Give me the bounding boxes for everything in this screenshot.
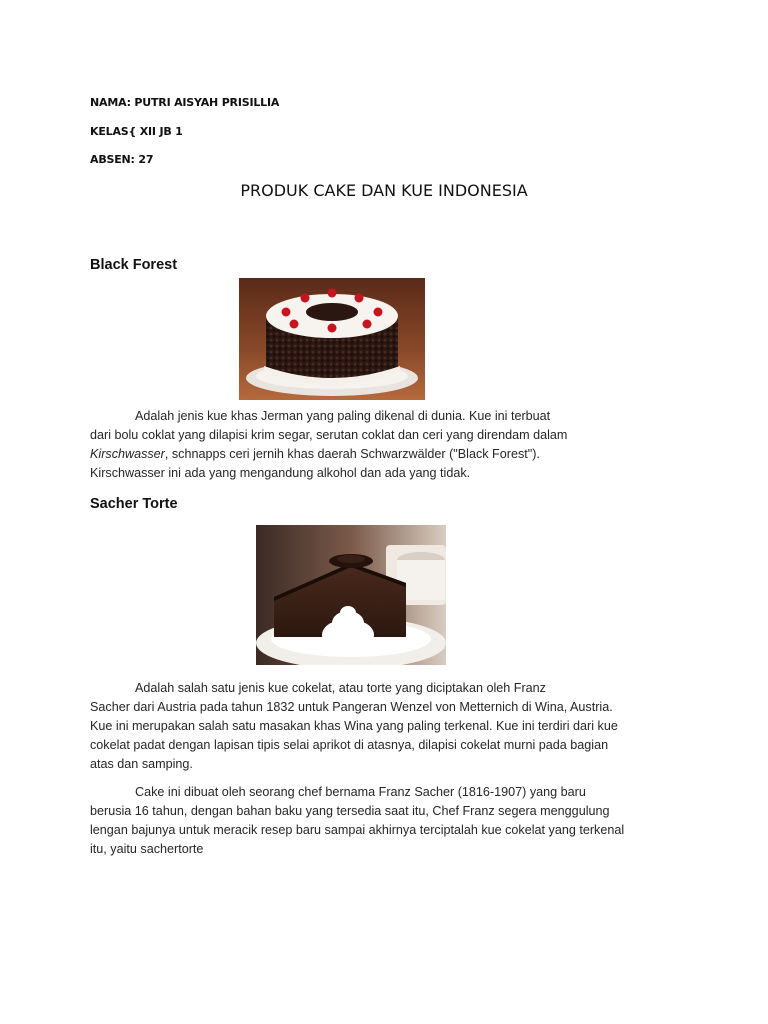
heading-sacher-torte: Sacher Torte xyxy=(90,496,178,512)
document-title: PRODUK CAKE DAN KUE INDONESIA xyxy=(240,181,528,200)
text-line: Kirschwasser ini ada yang mengandung alkohol dan ada yang tidak. xyxy=(90,466,471,480)
text-line: Adalah jenis kue khas Jerman yang paling dikenal di dunia. Kue ini terbuat xyxy=(135,409,551,423)
heading-black-forest: Black Forest xyxy=(90,257,178,273)
italic-term: Kirschwasser xyxy=(90,447,165,461)
text-line: atas dan samping. xyxy=(90,757,193,771)
text-line: berusia 16 tahun, dengan bahan baku yang tersedia saat itu, Chef Franz segera menggulung xyxy=(90,804,610,818)
student-absen: ABSEN: 27 xyxy=(90,153,154,166)
text-line: Cake ini dibuat oleh seorang chef bernama Franz Sacher (1816-1907) yang baru xyxy=(135,785,586,799)
text-line: dari bolu coklat yang dilapisi krim segar, serutan coklat dan ceri yang direndam dalam xyxy=(90,428,568,442)
black-forest-cake-image xyxy=(239,278,425,400)
text-line: Adalah salah satu jenis kue cokelat, atau torte yang diciptakan oleh Franz xyxy=(135,681,546,695)
text-line: itu, yaitu sachertorte xyxy=(90,842,204,856)
sacher-torte-image xyxy=(256,525,446,665)
text-line: cokelat padat dengan lapisan tipis selai aprikot di atasnya, dilapisi cokelat murni pada bagian xyxy=(90,738,609,752)
paragraph-sacher-torte-1 xyxy=(90,679,690,774)
student-class: KELAS{ XII JB 1 xyxy=(90,125,183,138)
text-line: lengan bajunya untuk meracik resep baru sampai akhirnya terciptalah kue cokelat yang terkenal xyxy=(90,823,625,837)
text-line xyxy=(90,445,690,464)
text-span: , schnapps ceri jernih khas daerah Schwarzwälder ("Black Forest"). xyxy=(164,447,540,461)
student-name: NAMA: PUTRI AISYAH PRISILLIA xyxy=(90,96,280,109)
text-line: Kue ini merupakan salah satu masakan khas Wina yang paling terkenal. Kue ini terdiri dari kue xyxy=(90,719,618,733)
text-line: Sacher dari Austria pada tahun 1832 untuk Pangeran Wenzel von Metternich di Wina, Austria. xyxy=(90,700,613,714)
paragraph-sacher-torte-2 xyxy=(90,783,690,859)
paragraph-black-forest xyxy=(90,407,690,483)
